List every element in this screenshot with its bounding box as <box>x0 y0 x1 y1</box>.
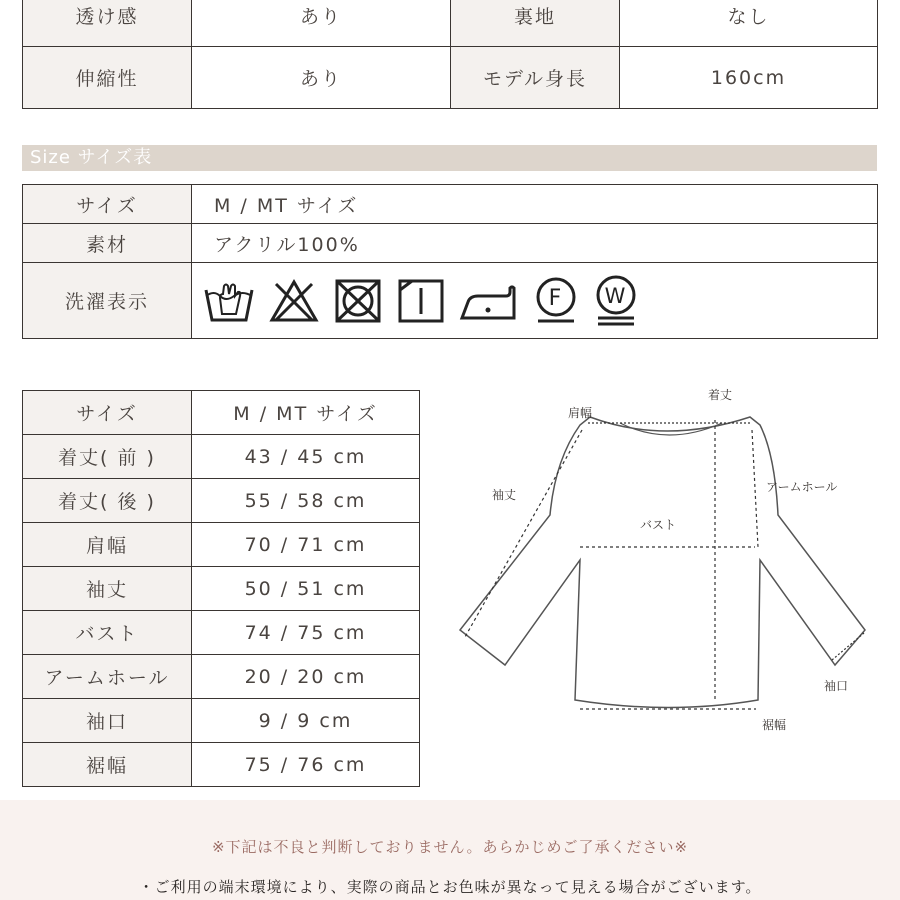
size-row-value: 43 / 45 cm <box>192 435 420 479</box>
material-label: 素材 <box>23 224 192 263</box>
attribute-value: 160cm <box>620 47 878 109</box>
table-row <box>23 655 420 699</box>
notice-heading: ※下記は不良と判断しておりません。あらかじめご了承ください※ <box>211 838 689 856</box>
size-value: M / MT サイズ <box>192 185 878 224</box>
size-row-label: 裾幅 <box>23 743 192 787</box>
table-row <box>23 435 420 479</box>
size-row-label: アームホール <box>23 655 192 699</box>
attribute-value: あり <box>192 47 451 109</box>
size-row-value: 20 / 20 cm <box>192 655 420 699</box>
attributes-table <box>22 0 878 109</box>
attribute-label: 伸縮性 <box>23 47 192 109</box>
table-row <box>23 611 420 655</box>
shoulder-label: 肩幅 <box>568 406 593 420</box>
info-row-size <box>23 185 878 224</box>
size-row-value: 55 / 58 cm <box>192 479 420 523</box>
attribute-label: モデル身長 <box>451 47 620 109</box>
size-table <box>22 390 420 787</box>
attribute-label: 裏地 <box>451 0 620 47</box>
attributes-row <box>23 47 878 109</box>
line-dry-icon <box>396 278 446 324</box>
attribute-value: なし <box>620 0 878 47</box>
size-row-label: 袖丈 <box>23 567 192 611</box>
size-row-value: 70 / 71 cm <box>192 523 420 567</box>
size-row-label: 肩幅 <box>23 523 192 567</box>
size-row-label: 着丈( 前 ) <box>23 435 192 479</box>
wet-clean-letter: W <box>604 283 628 308</box>
bust-label: バスト <box>640 518 677 532</box>
cuff-label: 袖口 <box>824 679 849 693</box>
size-row-value: 9 / 9 cm <box>192 699 420 743</box>
size-header-label: サイズ <box>23 391 192 435</box>
hem-label: 裾幅 <box>762 718 787 732</box>
size-row-label: バスト <box>23 611 192 655</box>
size-row-label: 着丈( 後 ) <box>23 479 192 523</box>
wet-clean-w-icon <box>592 275 640 327</box>
sleeve-label: 袖丈 <box>492 488 517 502</box>
care-icons <box>192 275 877 327</box>
size-header-value: M / MT サイズ <box>192 391 420 435</box>
armhole-label: アームホール <box>766 480 838 494</box>
dry-clean-f-icon <box>532 276 580 326</box>
attributes-row <box>23 0 878 47</box>
table-row <box>23 479 420 523</box>
armhole-arrow <box>752 430 758 547</box>
care-icons-cell <box>192 263 878 339</box>
length-label: 着丈 <box>708 388 733 402</box>
size-label: サイズ <box>23 185 192 224</box>
table-row <box>23 567 420 611</box>
info-table <box>22 184 878 339</box>
info-row-care <box>23 263 878 339</box>
size-section-title: Size サイズ表 <box>22 145 877 171</box>
table-row <box>23 743 420 787</box>
no-bleach-icon <box>268 278 320 324</box>
dry-clean-letter: F <box>548 285 564 311</box>
material-value: アクリル100% <box>192 224 878 263</box>
size-row-value: 50 / 51 cm <box>192 567 420 611</box>
size-row-value: 74 / 75 cm <box>192 611 420 655</box>
attribute-label: 透け感 <box>23 0 192 47</box>
garment-outline <box>460 417 865 708</box>
attribute-value: あり <box>192 0 451 47</box>
sleeve-arrow <box>465 430 582 637</box>
table-row <box>23 699 420 743</box>
care-label: 洗濯表示 <box>23 263 192 339</box>
info-row-material <box>23 224 878 263</box>
no-tumble-dry-icon <box>332 278 384 324</box>
size-row-value: 75 / 76 cm <box>192 743 420 787</box>
hand-wash-icon <box>202 278 256 324</box>
size-row-label: 袖口 <box>23 699 192 743</box>
low-iron-icon <box>458 278 520 324</box>
notice-text: ・ご利用の端末環境により、実際の商品とお色味が異なって見える場合がございます。 <box>138 878 762 896</box>
size-table-header <box>23 391 420 435</box>
garment-diagram <box>440 375 900 735</box>
table-row <box>23 523 420 567</box>
